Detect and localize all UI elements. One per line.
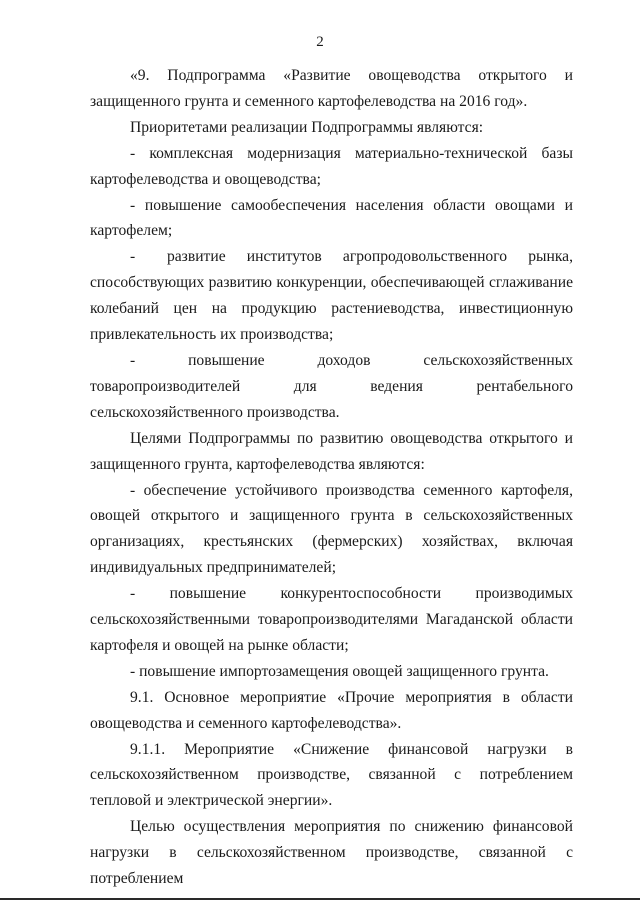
- priorities-intro: Приоритетами реализации Подпрограммы являются:: [130, 118, 484, 136]
- activity-9-1-1: 9.1.1. Мероприятие «Снижение финансовой нагрузки в сельскохозяйственном производстве, связанной с потреблением тепловой и электрической энергии».: [90, 740, 573, 810]
- priority-item-3: - развитие институтов агропродовольственного рынка, способствующих развитию конкуренции, обеспечивающей сглаживание колебаний цен на продукцию растениеводства, инвестиционную привлекательность их производства;: [90, 248, 573, 344]
- goal-item-3: - повышение импортозамещения овощей защищенного грунта.: [130, 662, 549, 680]
- document-body: [90, 63, 573, 892]
- section-heading-9: «9. Подпрограмма «Развитие овощеводства открытого и защищенного грунта и семенного картофелеводства на 2016 год».: [90, 67, 573, 110]
- bottom-divider: [0, 898, 640, 900]
- page-number: 2: [316, 34, 324, 50]
- goal-item-2: - повышение конкурентоспособности производимых сельскохозяйственными товаропроизводителями Магаданской области картофеля и овощей на рынке области;: [90, 585, 573, 654]
- priority-item-2: - повышение самообеспечения населения области овощами и картофелем;: [90, 196, 573, 240]
- main-activity-9-1: 9.1. Основное мероприятие «Прочие мероприятия в области овощеводства и семенного картофелеводства».: [90, 688, 573, 732]
- goals-intro: Целями Подпрограммы по развитию овощеводства открытого и защищенного грунта, картофелеводства являются:: [90, 429, 573, 473]
- activity-goal-paragraph: Целью осуществления мероприятия по снижению финансовой нагрузки в сельскохозяйственном производстве, связанной с потреблением: [90, 818, 573, 888]
- priority-item-1: - комплексная модернизация материально-технической базы картофелеводства и овощеводства;: [90, 144, 573, 188]
- goal-item-1: - обеспечение устойчивого производства семенного картофеля, овощей открытого и защищенного грунта в сельскохозяйственных организациях, крестьянских (фермерских) хозяйствах, включая индивидуальных предпринимателей;: [90, 481, 573, 577]
- priority-item-4: - повышение доходов сельскохозяйственных товаропроизводителей для ведения рентабельного сельскохозяйственного производства.: [90, 351, 573, 421]
